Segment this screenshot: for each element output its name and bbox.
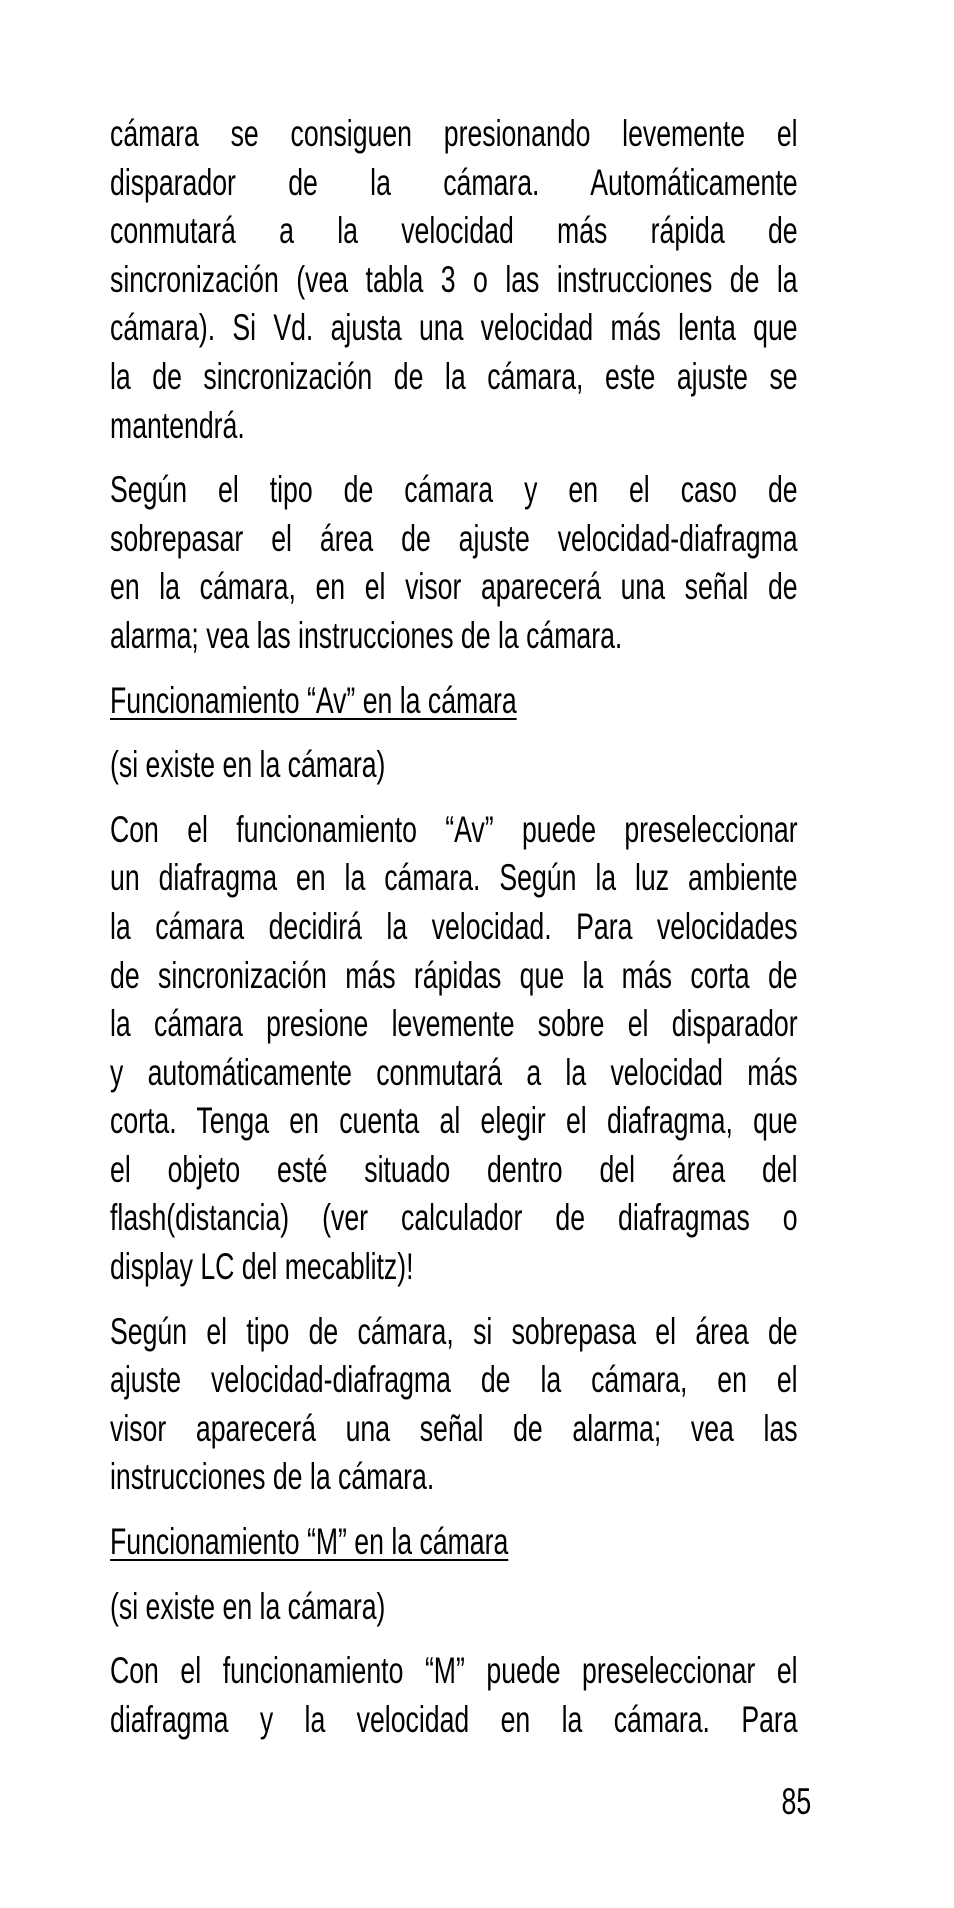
text-line: (si existe en la cámara)	[110, 744, 386, 786]
text-line: alarma; vea las instrucciones de la cámara.	[110, 614, 623, 656]
text-line: y automáticamente conmutará a la velocidad más	[110, 1051, 798, 1093]
paragraph	[110, 110, 798, 450]
section-heading	[110, 1518, 798, 1567]
text-line: visor aparecerá una señal de alarma; vea las	[110, 1407, 798, 1449]
text-line: en la cámara, en el visor aparecerá una señal de	[110, 566, 798, 608]
text-line: el objeto esté situado dentro del área del	[110, 1148, 798, 1190]
text-line: diafragma y la velocidad en la cámara. Para	[110, 1698, 798, 1740]
page-body	[110, 110, 798, 1760]
text-line: corta. Tenga en cuenta al elegir el diafragma, que	[110, 1100, 798, 1142]
section-heading	[110, 677, 798, 726]
text-line: cámara). Si Vd. ajusta una velocidad más lenta que	[110, 307, 798, 349]
text-line: conmutará a la velocidad más rápida de	[110, 210, 798, 252]
paragraph	[110, 806, 798, 1292]
text-line: Funcionamiento “M” en la cámara	[110, 1521, 509, 1563]
text-line: disparador de la cámara. Automáticamente	[110, 161, 798, 203]
paragraph	[110, 1647, 798, 1744]
text-line: flash(distancia) (ver calculador de diafragmas o	[110, 1197, 798, 1239]
text-line: mantendrá.	[110, 404, 245, 446]
paragraph	[110, 1308, 798, 1502]
text-line: sobrepasar el área de ajuste velocidad-diafragma	[110, 517, 798, 559]
text-line: ajuste velocidad-diafragma de la cámara, en el	[110, 1359, 798, 1401]
text-line: la cámara decidirá la velocidad. Para velocidades	[110, 905, 798, 947]
text-line: Según el tipo de cámara y en el caso de	[110, 469, 798, 511]
paragraph	[110, 466, 798, 660]
text-line: instrucciones de la cámara.	[110, 1456, 435, 1498]
text-line: display LC del mecablitz)!	[110, 1246, 414, 1288]
text-line: la cámara presione levemente sobre el disparador	[110, 1003, 798, 1045]
text-line: Según el tipo de cámara, si sobrepasa el área de	[110, 1310, 798, 1352]
text-line: Funcionamiento “Av” en la cámara	[110, 679, 517, 721]
section-note	[110, 741, 798, 790]
text-line: sincronización (vea tabla 3 o las instrucciones de la	[110, 258, 798, 300]
text-line: cámara se consiguen presionando levemente el	[110, 113, 798, 154]
text-line: la de sincronización de la cámara, este ajuste se	[110, 355, 798, 397]
section-note	[110, 1583, 798, 1632]
page-number: 85	[781, 1781, 811, 1822]
text-line: un diafragma en la cámara. Según la luz ambiente	[110, 857, 798, 899]
text-line: (si existe en la cámara)	[110, 1585, 386, 1627]
text-line: de sincronización más rápidas que la más corta de	[110, 954, 798, 996]
text-line: Con el funcionamiento “M” puede preseleccionar el	[110, 1650, 798, 1692]
text-line: Con el funcionamiento “Av” puede preseleccionar	[110, 808, 798, 850]
